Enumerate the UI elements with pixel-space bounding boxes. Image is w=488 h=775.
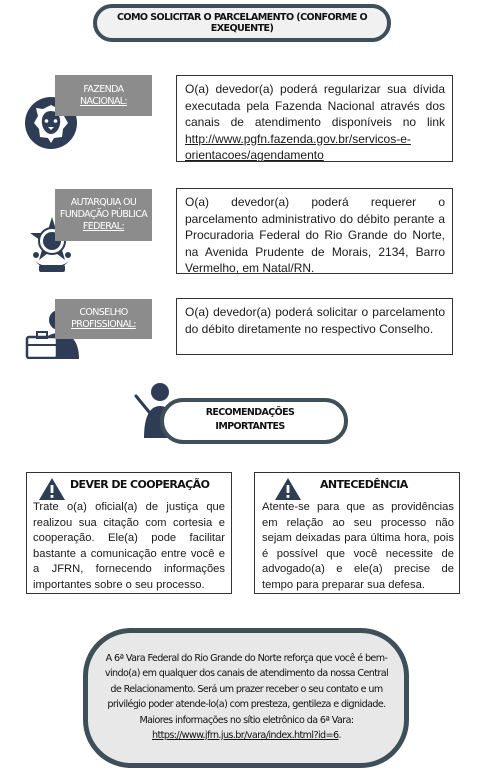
- pgfn-link[interactable]: http://www.pgfn.fazenda.gov.br/servicos-e-orientacoes/agendamento: [185, 131, 411, 162]
- label-autarquia: [55, 189, 152, 241]
- label-fazenda-nacional: [55, 75, 152, 116]
- label-line: AUTARQUIA OU: [70, 197, 137, 208]
- description-text: O(a) devedor(a) poderá solicitar o parcelamento do débito diretamente no respectivo Conselho.: [185, 305, 445, 336]
- label-line: CONSELHO: [79, 307, 128, 318]
- card-body: Trate o(a) oficial(a) de justiça que realizou sua citação com cortesia e cooperação. Ele(a) pode facilitar bastante a comunicação entre você e a JFRN, fornecendo informações importantes sobre o seu processo.: [33, 501, 225, 591]
- recommendations-title: [200, 406, 300, 434]
- jfrn-link[interactable]: https://www.jfrn.jus.br/vara/index.html?id=6: [152, 730, 339, 742]
- page-title: COMO SOLICITAR O PARCELAMENTO (CONFORME O EXEQUENTE): [93, 4, 391, 42]
- description-text: O(a) devedor(a) poderá requerer o parcelamento administrativo do débito perante a Procuradoria Federal do Rio Grande do Norte, na Avenida Prudente de Morais, 2134, Barro Vermelho, em Natal/RN.: [185, 195, 445, 275]
- card-body: Atente-se para que as providências em relação ao seu processo não sejam deixadas para última hora, pois é possível que você necessite de advogado(a) e ele(a) precise de tempo para preparar sua defesa.: [262, 501, 454, 591]
- footer-text: A 6ª Vara Federal do Rio Grande do Norte reforça que você é bem-vindo(a) em qualquer dos canais de atendimento da nossa Central de Relacionamento. Será um prazer receber o seu contato e um privilégio poder atende-lo(a) com presteza, gentileza e dignidade. Maiores informações no sítio eletrônico da 6ª Vara:: [104, 653, 389, 726]
- warning-icon: [38, 477, 66, 501]
- description-fazenda-nacional: [176, 75, 453, 162]
- footer-link-suffix: .: [338, 730, 341, 742]
- footer-message: [100, 651, 393, 743]
- description-autarquia: [176, 188, 453, 274]
- card-title: DEVER DE COOPERAÇÃO: [70, 478, 210, 491]
- recommendations-line: RECOMENDAÇÕES: [205, 407, 295, 418]
- label-line: FUNDAÇÃO PÚBLICA: [59, 209, 148, 220]
- card-title: ANTECEDÊNCIA: [320, 478, 408, 491]
- recommendations-line: IMPORTANTES: [215, 421, 285, 432]
- label-line: FAZENDA: [83, 83, 124, 95]
- description-conselho: [176, 298, 453, 355]
- label-line: PROFISSIONAL:: [71, 319, 136, 330]
- warning-icon: [274, 477, 302, 501]
- label-conselho: [55, 299, 152, 339]
- description-text: O(a) devedor(a) poderá regularizar sua dívida executada pela Fazenda Nacional através dos canais de atendimento disponíveis no link: [185, 82, 445, 129]
- label-line: NACIONAL:: [79, 95, 128, 107]
- label-line: FEDERAL:: [82, 221, 125, 232]
